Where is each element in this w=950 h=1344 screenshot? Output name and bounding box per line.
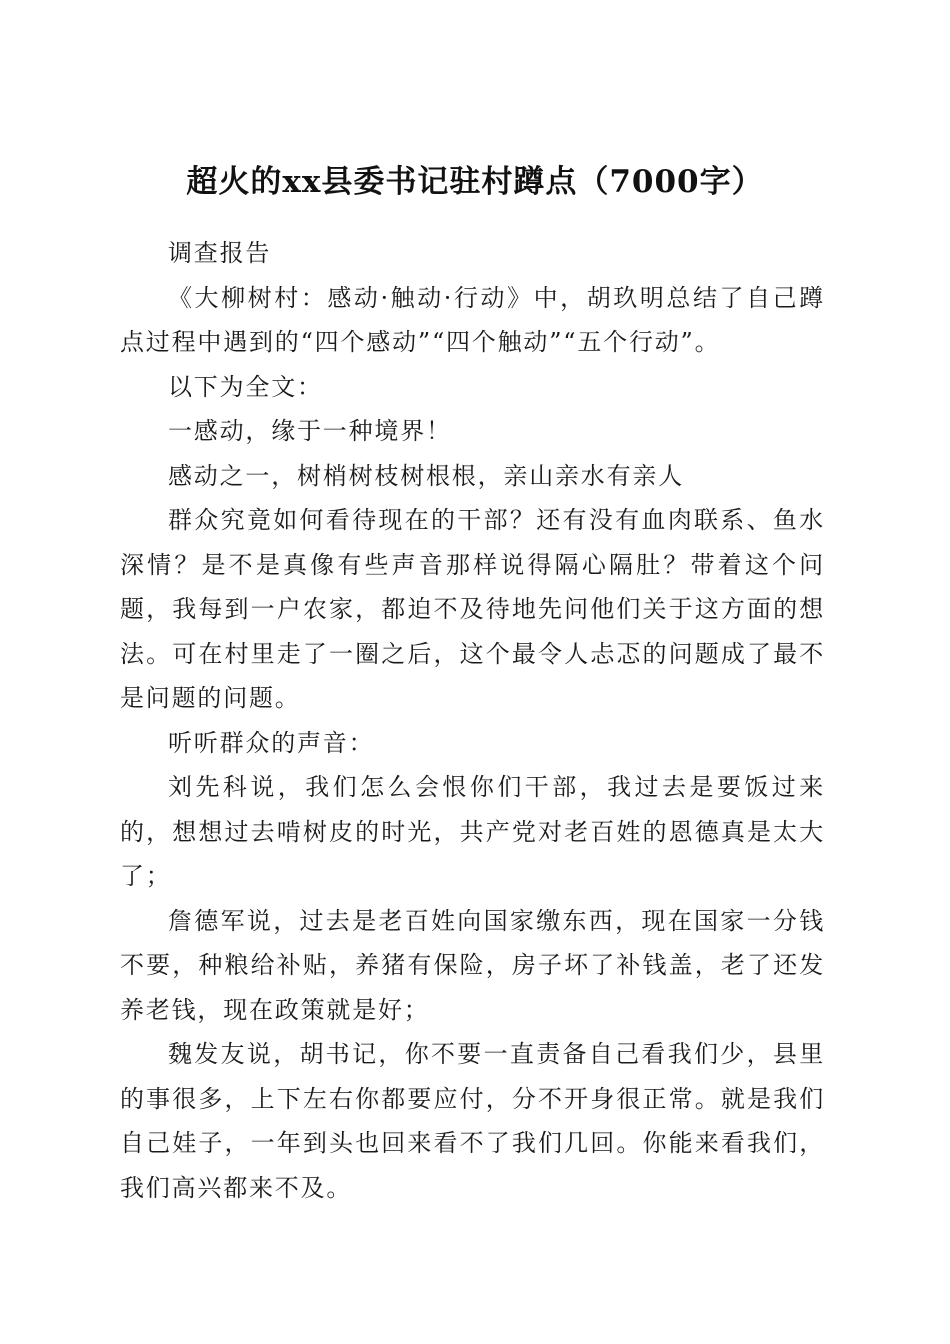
document-body: [120, 231, 825, 1210]
paragraph-masses-question: 群众究竟如何看待现在的干部？还有没有血肉联系、鱼水深情？是不是真像有些声音那样说得隔心隔肚？带着这个问题，我每到一户农家，都迫不及待地先问他们关于这方面的想法。可在村里走了一圈之后，这个最令人忐忑的问题成了最不是问题的问题。: [120, 506, 825, 712]
paragraph-quote-zhan: 詹德军说，过去是老百姓向国家缴东西，现在国家一分钱不要，种粮给补贴，养猪有保险，房子坏了补钱盖，老了还发养老钱，现在政策就是好；: [120, 906, 825, 1024]
paragraph-listen-intro: 听听群众的声音：: [168, 728, 375, 757]
paragraph-quote-liu: 刘先科说，我们怎么会恨你们干部，我过去是要饭过来的，想想过去啃树皮的时光，共产党对老百姓的恩德真是太大了；: [120, 773, 825, 890]
paragraph-summary: 《大柳树村：感动·触动·行动》中，胡玖明总结了自己蹲点过程中遇到的“四个感动”“四个触动”“五个行动”。: [120, 283, 825, 356]
paragraph-report-label: 调查报告: [168, 239, 272, 267]
paragraph-fulltext-intro: 以下为全文：: [168, 372, 323, 401]
document-title: 超火的xx县委书记驻村蹲点（7000字）: [186, 163, 764, 200]
subsection-heading-touch-one: 感动之一，树梢树枝树根根，亲山亲水有亲人: [168, 461, 684, 490]
section-heading-first-touch: 一感动，缘于一种境界！: [168, 417, 452, 445]
paragraph-quote-wei: 魏发友说，胡书记，你不要一直责备自己看我们少，县里的事很多，上下左右你都要应付，分不开身很正常。就是我们自己娃子，一年到头也回来看不了我们几回。你能来看我们，我们高兴都来不及。: [120, 1040, 825, 1202]
